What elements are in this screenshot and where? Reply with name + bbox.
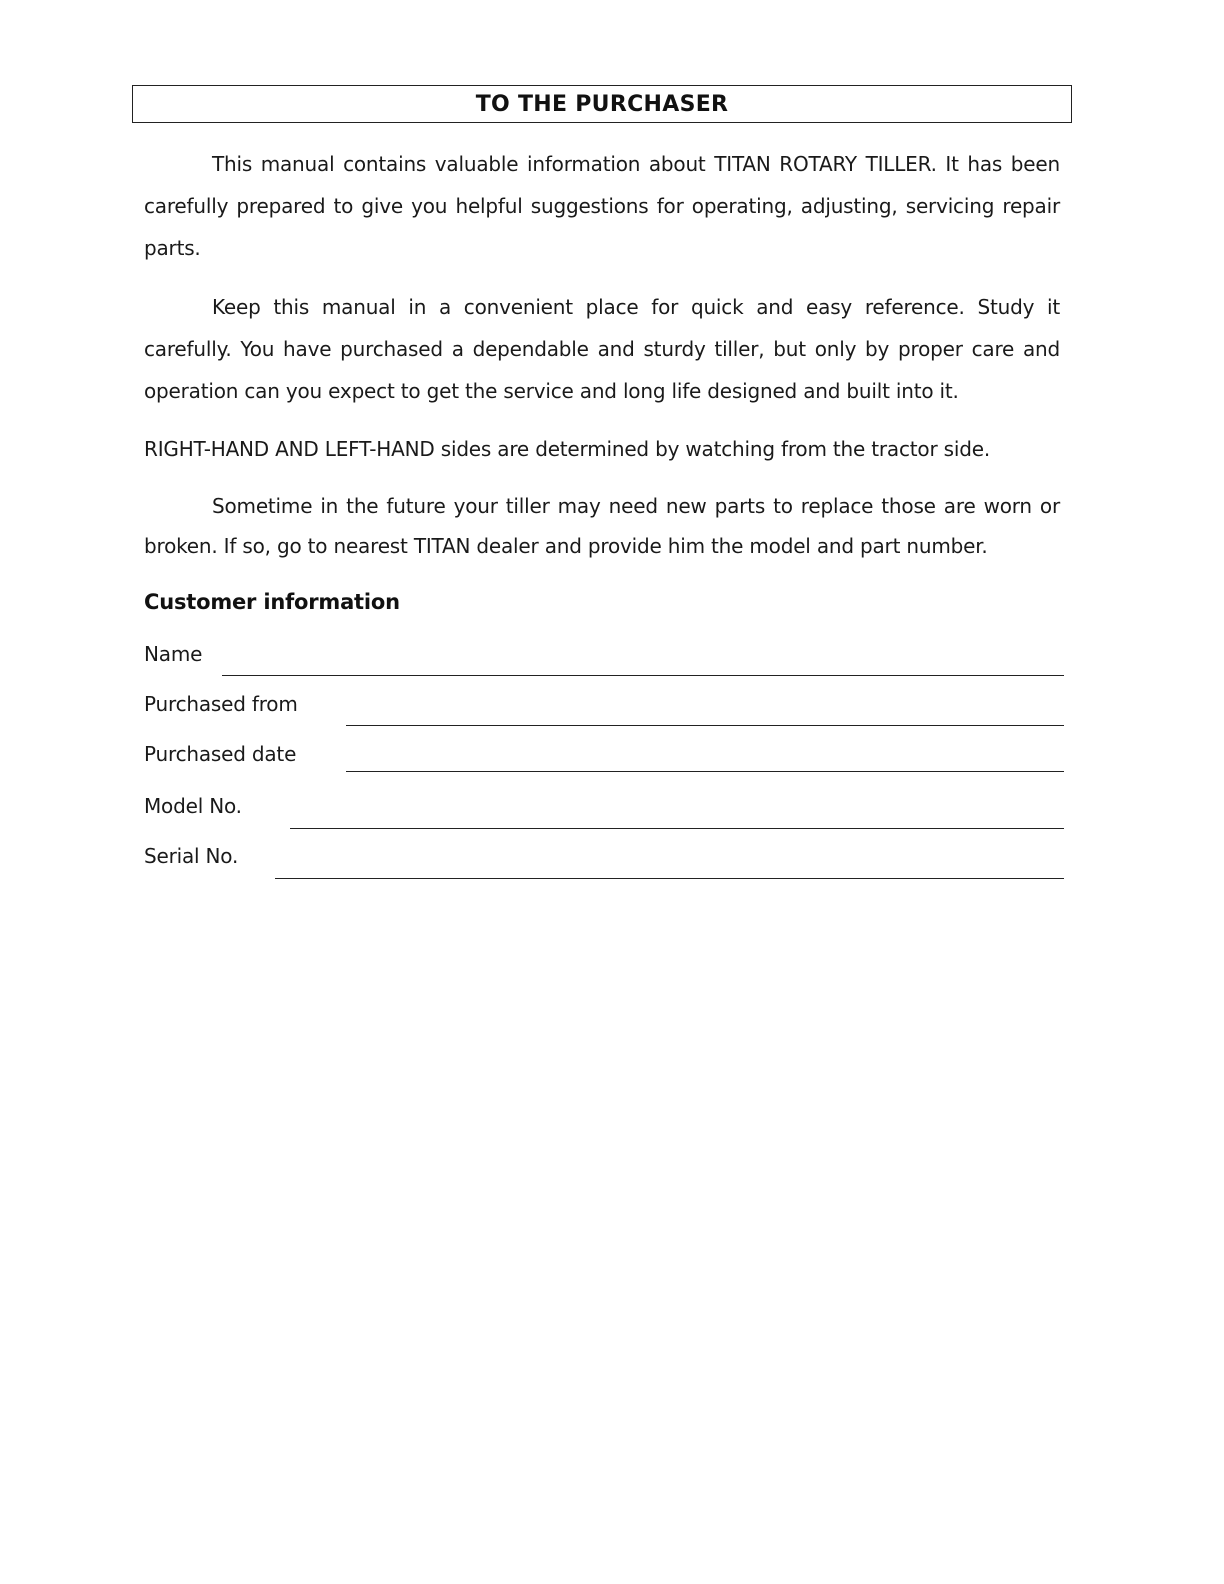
intro-paragraph: This manual contains valuable information about TITAN ROTARY TILLER. It has been carefully prepared to give you helpful suggestions for operating, adjusting, servicing repair parts.: [144, 152, 1060, 260]
model-no-field-row: [144, 794, 1064, 828]
name-blank-line[interactable]: [222, 675, 1064, 676]
purchased-from-blank-line[interactable]: [346, 725, 1064, 726]
serial-no-field-row: [144, 844, 1064, 878]
title-box: [132, 85, 1072, 123]
sides-paragraph: RIGHT-HAND AND LEFT-HAND sides are determined by watching from the tractor side.: [144, 437, 990, 461]
name-label: Name: [144, 642, 203, 666]
purchased-date-label: Purchased date: [144, 742, 297, 766]
name-field-row: [144, 642, 1064, 676]
customer-info-heading: Customer information: [144, 590, 400, 614]
model-no-label: Model No.: [144, 794, 242, 818]
purchased-from-label: Purchased from: [144, 692, 298, 716]
purchased-date-field-row: [144, 742, 1064, 776]
page-title: TO THE PURCHASER: [475, 91, 729, 117]
model-no-blank-line[interactable]: [290, 828, 1064, 829]
serial-no-label: Serial No.: [144, 844, 239, 868]
parts-paragraph: Sometime in the future your tiller may need new parts to replace those are worn or broken. If so, go to nearest TITAN dealer and provide him the model and part number.: [144, 494, 1060, 558]
purchased-from-field-row: [144, 692, 1064, 726]
keep-manual-paragraph: Keep this manual in a convenient place for quick and easy reference. Study it carefully. You have purchased a dependable and sturdy tiller, but only by proper care and operation can you expect to get the service and long life designed and built into it.: [144, 295, 1060, 403]
serial-no-blank-line[interactable]: [275, 878, 1064, 879]
purchased-date-blank-line[interactable]: [346, 771, 1064, 772]
